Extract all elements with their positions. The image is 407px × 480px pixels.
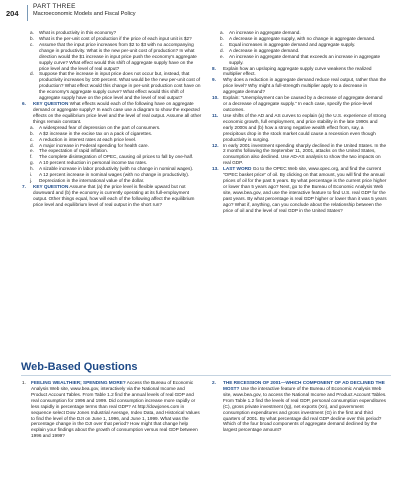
item-text: A $2 increase in the excise tax on a pack of cigarettes. <box>39 130 153 136</box>
item-keyword: FEELING WEALTHIER; SPENDING MORE? <box>31 380 126 385</box>
item-text-wrap <box>33 184 202 208</box>
item-label: 10. <box>212 95 219 101</box>
item-text: Use shifts of the AD and AS curves to explain (a) the U.S. experience of strong economic growth, full employment, and price stability in the late 1990s and early 2000s and (b) how a strong negative wealth effect from, say, a precipitous drop in the stock market could cause a recession even though productivity is surging. <box>223 112 387 142</box>
item-keyword: KEY QUESTION <box>33 183 69 189</box>
question-subitem <box>22 71 202 101</box>
item-label: a. <box>220 30 224 35</box>
item-label: e. <box>220 53 224 59</box>
item-text: The expectation of rapid inflation. <box>39 148 109 154</box>
item-label: 8. <box>212 65 216 71</box>
questions-column-right <box>212 30 387 214</box>
item-text-wrap <box>229 54 387 66</box>
item-label: 9. <box>212 77 216 83</box>
item-label: a. <box>30 124 34 130</box>
question-item <box>22 101 202 125</box>
item-label: h. <box>30 166 34 172</box>
item-label: d. <box>220 47 224 53</box>
running-header <box>0 0 407 30</box>
item-label: d. <box>30 142 34 148</box>
item-text-wrap <box>33 101 202 125</box>
item-text: An increase in aggregate demand. <box>229 30 301 35</box>
item-text: Why does a reduction in aggregate demand reduce real output, rather than the price level? Why might a full-strength multiplier apply to a decrease in aggregate demand? <box>223 77 387 95</box>
item-text: A widespread fear of depression on the part of consumers. <box>39 124 161 130</box>
question-item <box>212 380 387 433</box>
item-text-wrap <box>39 42 202 72</box>
item-text-wrap <box>223 66 387 78</box>
header-divider <box>27 5 28 21</box>
item-label: f. <box>30 154 33 160</box>
item-text: What effects would each of the following have on aggregate demand or aggregate supply? In each case use a diagram to show the expected effects on the equilibrium price level and the level of real output. Assume all other things remain constant. <box>33 101 202 124</box>
item-text: Explain how an upsloping aggregate supply curve weakens the realized multiplier effect. <box>223 65 372 77</box>
item-text-wrap <box>223 95 387 113</box>
item-label: b. <box>30 130 34 136</box>
item-label: j. <box>30 178 33 184</box>
item-text: Suppose that the increase in input price does not occur but, instead, that productivity increases by 100 percent. What would be the new per-unit cost of production? What effect would this change in per-unit production cost have on the economy's aggregate supply curve? What effect would this shift of aggregate supply have on the price level and the level of real output? <box>39 71 201 101</box>
item-label: 2. <box>212 380 216 385</box>
questions-column-left <box>22 30 202 208</box>
item-label: e. <box>30 148 34 154</box>
item-text: In early 2001 investment spending sharply declined in the United States. In the 2 months following the September 11, 2001, attacks on the United States, consumption also declined. Use AD-AS analysis to show the two impacts on real GDP. <box>223 142 387 166</box>
item-text: Go to the OPEC Web site, www.opec.org, and find the current “OPEC basket price” of oil. By clicking on that amount, you will find the annual prices of oil for the past 5 years. By what percentage is the current price higher or lower than 5 years ago? Next, go to the Bureau of Economic Analysis Web site, www.bea.gov, and use the interactive feature to find U.S. real GDP for the past years. By what percentage is real GDP higher or lower than it was 5 years ago? What if, anything, can you conclude about the relationship between the price of oil and the level of real GDP in the United States? <box>223 166 387 213</box>
item-label: 7. <box>22 183 26 189</box>
question-item <box>212 95 387 113</box>
item-text: Assume that the input price increases from $2 to $3 with no accompanying change in productivity. What is the new per-unit cost of production? In what direction would the $1 increase in input price push the economy's aggregate supply curve? What effect would this shift of aggregate supply have on the price level and the level of real output? <box>39 41 197 71</box>
item-label: c. <box>30 136 34 142</box>
item-text: What is productivity in this economy? <box>39 30 117 35</box>
question-item <box>212 143 387 167</box>
item-label: a. <box>30 30 34 35</box>
item-text: Use the interactive feature of the Bureau of Economic Analysis Web site, www.bea.gov, to access the National Income and Product Account Tables. From Table 1.2 find the levels of real GDP, personal consumption expenditures (C), gross private investment (Ig), net exports (Xn), and government consumption expenditures and gross investment (G) in the first and third quarters of 2001. By what percentage did real GDP decline over this period? Which of the four broad components of aggregate demand declined by the largest percentage amount? <box>223 385 387 433</box>
item-label: d. <box>30 71 34 77</box>
item-label: 12. <box>212 142 219 148</box>
page-number: 204 <box>6 9 19 18</box>
item-text-wrap <box>39 71 202 101</box>
book-title: Macroeconomic Models and Fiscal Policy <box>33 11 136 17</box>
web-questions-section <box>21 361 391 376</box>
item-label: i. <box>30 172 33 178</box>
item-label: 6. <box>22 101 26 107</box>
web-question-1 <box>22 380 202 439</box>
item-text: Assume that (a) the price level is flexible upward but not downward and (b) the economy is currently operating at its full-employment output. Other things equal, how will each of the following affect the equilibrium price level and equilibrium level of real output in the short run? <box>33 183 195 207</box>
item-label: 11. <box>212 112 219 118</box>
item-label: 1. <box>22 380 26 385</box>
web-question-2 <box>212 380 387 433</box>
item-text: What is the per-unit cost of production if the price of each input unit is $2? <box>39 35 192 41</box>
question-subitem <box>22 380 202 439</box>
item-text: A decrease in aggregate demand. <box>229 47 300 53</box>
item-text: A sizable increase in labor productivity (with no change in nominal wages). <box>39 166 194 172</box>
part-label: PART THREE <box>33 3 76 10</box>
web-questions-title: Web-Based Questions <box>21 361 138 373</box>
item-text: A 12 percent increase in nominal wages (with no change in productivity). <box>39 172 190 178</box>
item-text: A reduction in interest rates at each price level. <box>39 136 137 142</box>
item-text: A major increase in Federal spending for health care. <box>39 142 149 148</box>
item-label: c. <box>220 41 224 47</box>
item-keyword: KEY QUESTION <box>33 101 69 107</box>
question-subitem <box>22 42 202 72</box>
question-item <box>212 77 387 95</box>
item-text-wrap <box>31 380 202 439</box>
item-label: c. <box>30 41 34 47</box>
item-text: Access the Bureau of Economic Analysis Web site, www.bea.gov, interactively via the National Income and Product Account Tables. From Table 1.2 find the annual levels of real GDP and real consumption for 1996 and 1999. Did consumption increase more rapidly or less rapidly in percentage terms than real GDP? At http://dowjones.com in sequence select Dow Jones Industrial Average, Index Data, and Historical Values to find the level of the DJI on June 1, 1996, and June 1, 1999. What was the percentage change in the DJI over that period? How might that change help explain your findings about the growth of consumption versus real GDP between 1996 and 1999? <box>31 380 200 439</box>
item-keyword: LAST WORD <box>223 166 252 172</box>
item-text-wrap <box>223 143 387 167</box>
item-keyword: THE RECESSION OF 2001—WHICH COMPONENT OF AD DECLINED THE MOST? <box>223 380 385 391</box>
item-text: A decrease in aggregate supply, with no change in aggregate demand. <box>229 35 376 41</box>
item-label: b. <box>30 35 34 41</box>
item-text: Explain: “Unemployment can be caused by a decrease of aggregate demand or a decrease of aggregate supply.” In each case, specify the price-level outcomes. <box>223 95 383 112</box>
item-text-wrap <box>223 77 387 95</box>
item-label: g. <box>30 160 34 166</box>
item-text-wrap <box>223 166 387 213</box>
item-text: An increase in aggregate demand that exceeds an increase in aggregate supply. <box>229 53 381 65</box>
question-item <box>212 113 387 143</box>
item-text: Depreciation in the international value of the dollar. <box>39 178 145 184</box>
question-item <box>212 66 387 78</box>
item-label: b. <box>220 35 224 41</box>
item-text: The complete disintegration of OPEC, causing oil prices to fall by one-half. <box>39 154 194 160</box>
item-text: A 10 percent reduction in personal income tax rates. <box>39 160 148 166</box>
item-text-wrap <box>223 380 387 433</box>
item-text: Equal increases in aggregate demand and aggregate supply. <box>229 41 356 47</box>
section-divider <box>21 375 391 376</box>
item-text-wrap <box>223 113 387 143</box>
question-item <box>212 166 387 213</box>
question-subitem <box>212 54 387 66</box>
item-label: 13. <box>212 166 219 172</box>
question-item <box>22 184 202 208</box>
